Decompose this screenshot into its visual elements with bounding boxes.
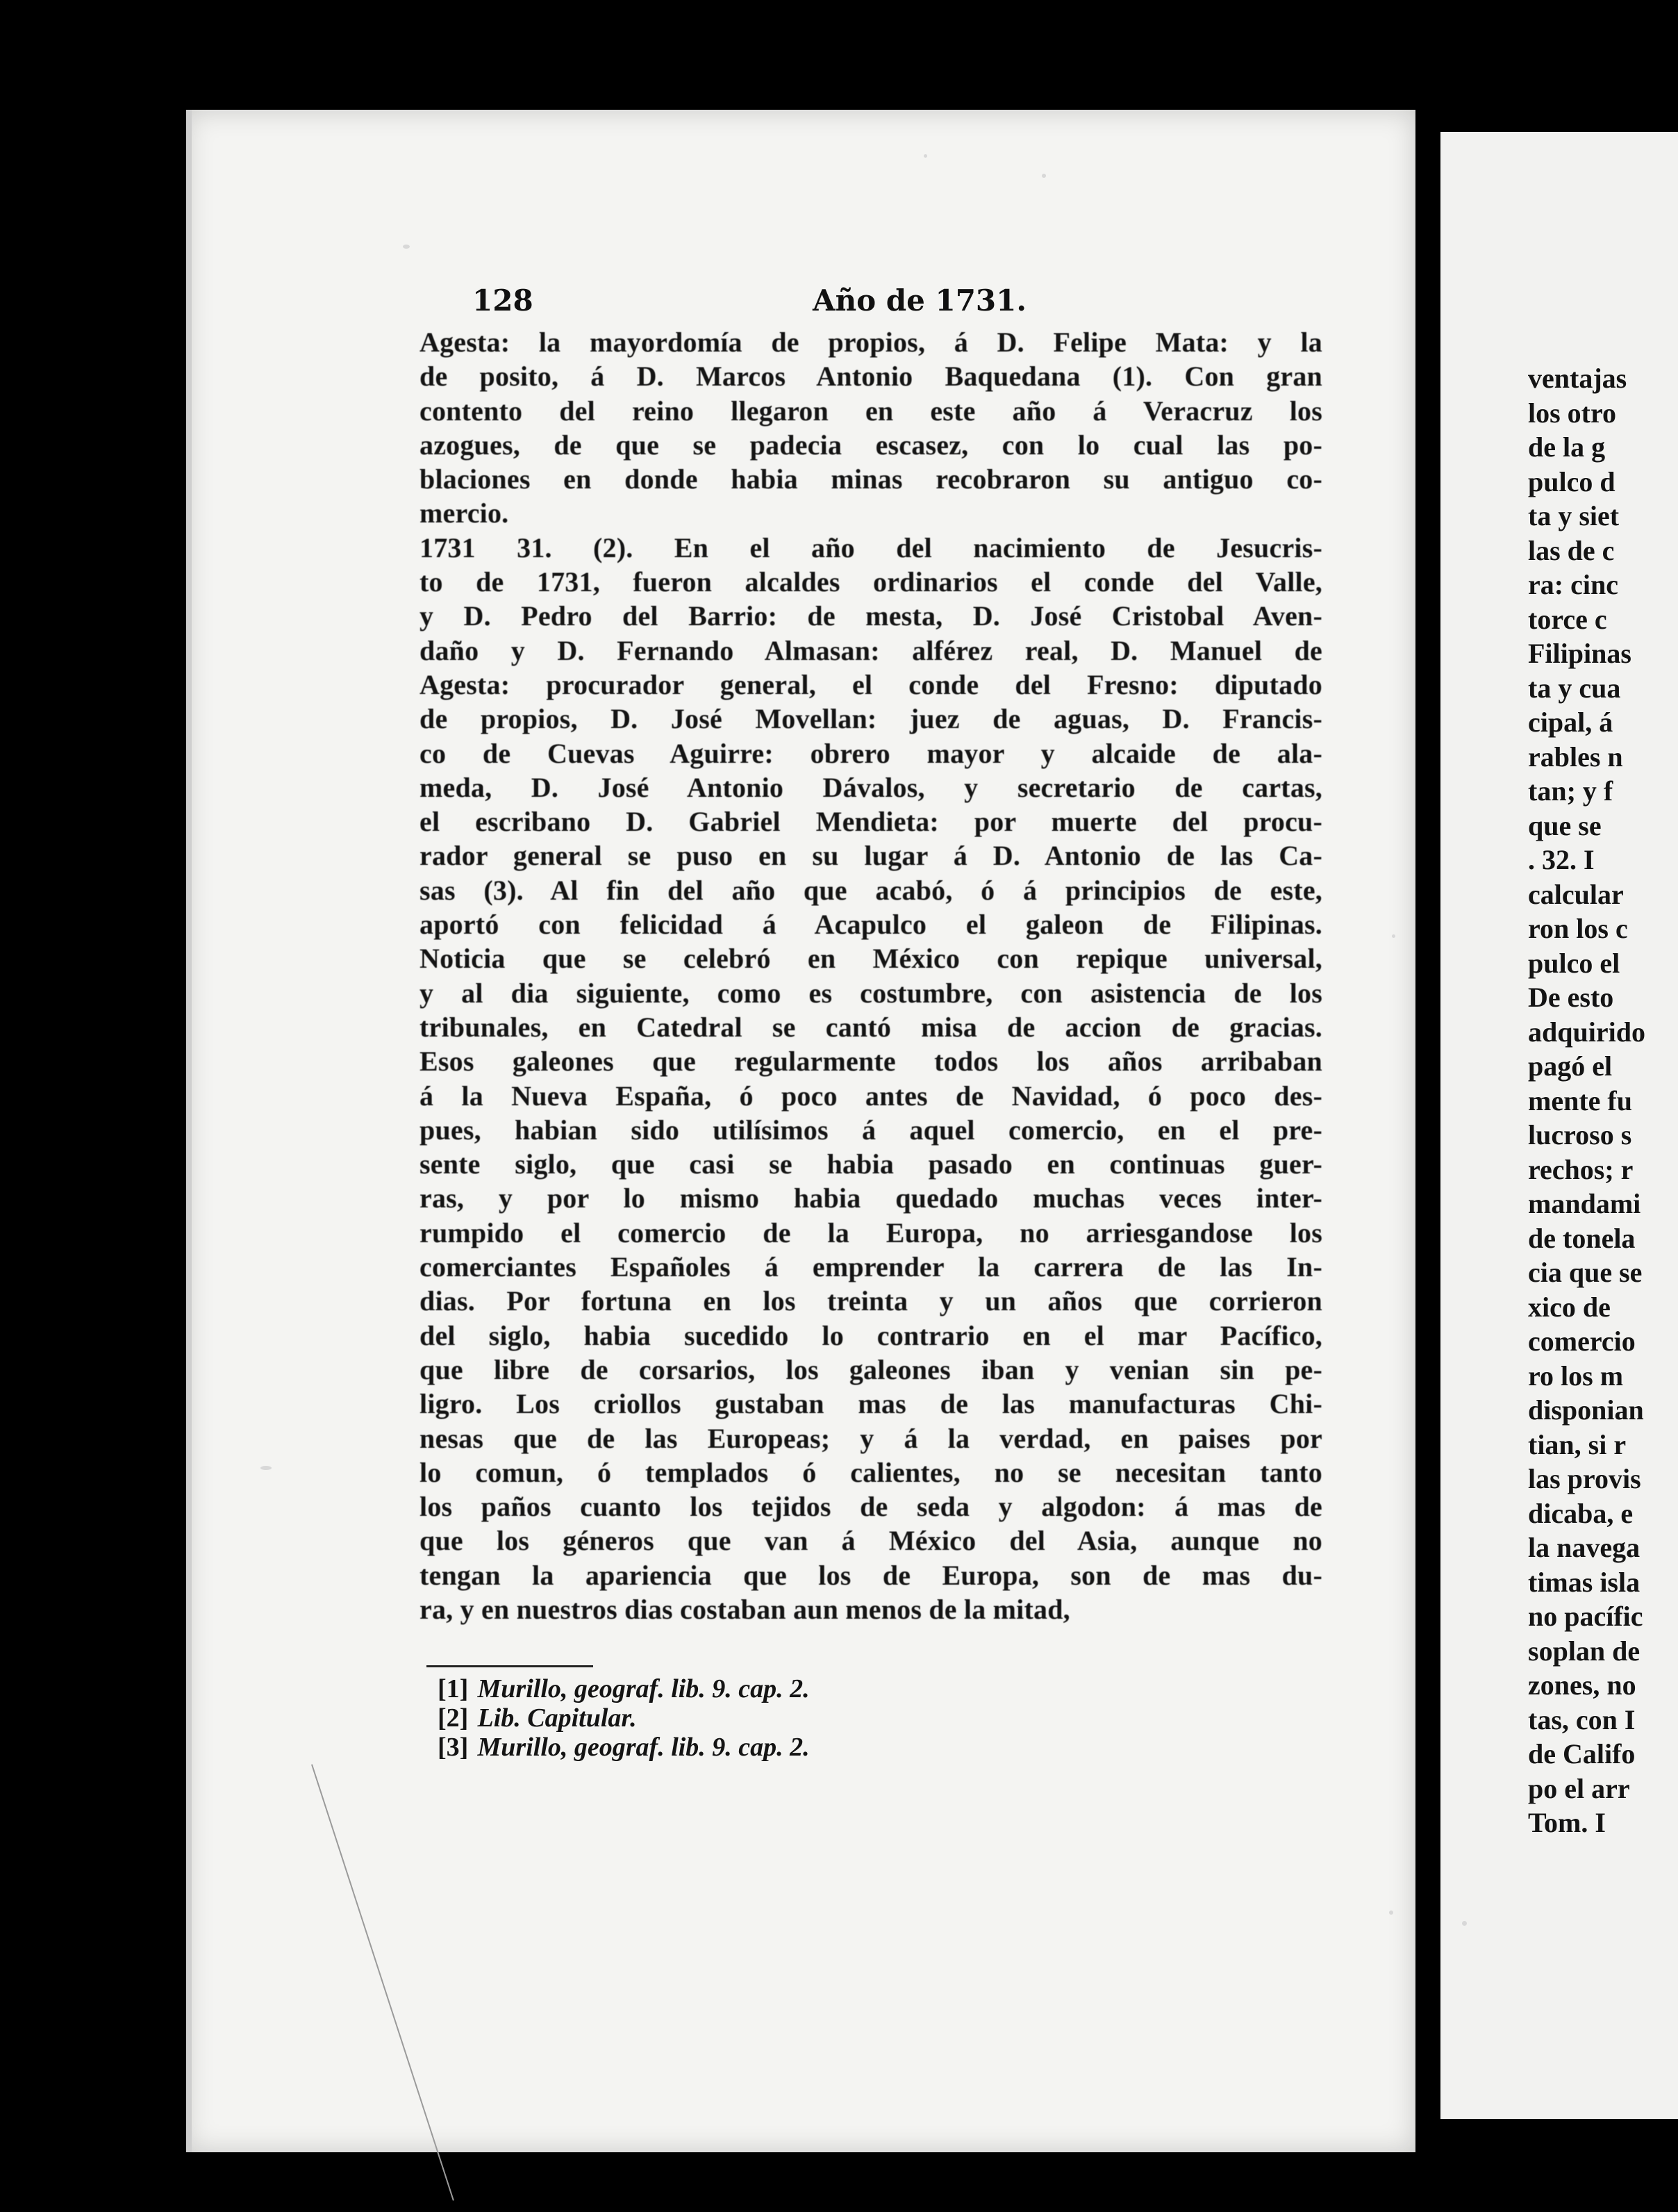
facing-text-line: Filipinas xyxy=(1528,638,1631,669)
facing-text-line: Tom. I xyxy=(1528,1807,1606,1838)
running-head: Año de 1731. xyxy=(813,283,1027,317)
text-line: sente siglo, que casi se habia pasado en continuas guer- xyxy=(420,1148,1322,1180)
facing-text-line: lucroso s xyxy=(1528,1119,1632,1150)
text-line: á la Nueva España, ó poco antes de Navidad, ó poco des- xyxy=(420,1080,1322,1112)
facing-text-line: pulco el xyxy=(1528,947,1620,979)
text-line: que libre de corsarios, los galeones iban y venian sin pe- xyxy=(420,1353,1322,1385)
text-line: meda, D. José Antonio Dávalos, y secretario de cartas, xyxy=(420,771,1322,803)
text-line: que los géneros que van á México del Asia, aunque no xyxy=(420,1525,1322,1557)
facing-text-line: torce c xyxy=(1528,603,1607,635)
text-line: y D. Pedro del Barrio: de mesta, D. José Cristobal Aven- xyxy=(420,600,1322,632)
speck xyxy=(1389,1910,1393,1915)
text-line: aportó con felicidad á Acapulco el galeon de Filipinas. xyxy=(420,909,1322,941)
facing-text-line: adquirido xyxy=(1528,1016,1645,1048)
footnote-text: Murillo, geograf. lib. 9. cap. 2. xyxy=(471,1674,810,1703)
facing-text-line: las provis xyxy=(1528,1463,1641,1494)
facing-text-line: ta y siet xyxy=(1528,500,1620,531)
facing-text-line: no pacífic xyxy=(1528,1601,1643,1632)
speck xyxy=(260,1466,272,1470)
facing-text-line: po el arr xyxy=(1528,1772,1630,1804)
facing-text-line: xico de xyxy=(1528,1291,1611,1323)
facing-text-line: disponian xyxy=(1528,1394,1644,1426)
text-line: los paños cuanto los tejidos de seda y algodon: á mas de xyxy=(420,1491,1322,1523)
footnote-rule xyxy=(426,1665,593,1667)
text-line: daño y D. Fernando Almasan: alférez real, D. Manuel de xyxy=(420,634,1322,666)
facing-text-line: dicaba, e xyxy=(1528,1497,1634,1529)
text-line: ra, y en nuestros dias costaban aun menos de la mitad, xyxy=(420,1593,1070,1625)
text-line: ras, y por lo mismo habia quedado muchas veces inter- xyxy=(420,1182,1322,1214)
body-text xyxy=(420,325,1322,1626)
text-line: de propios, D. José Movellan: juez de aguas, D. Francis- xyxy=(420,703,1322,735)
footnote-mark: [2] xyxy=(438,1703,469,1733)
facing-text-line: De esto xyxy=(1528,982,1614,1013)
text-line: de posito, á D. Marcos Antonio Baquedana (1). Con gran xyxy=(420,361,1322,393)
text-line: Agesta: la mayordomía de propios, á D. Felipe Mata: y la xyxy=(420,327,1322,358)
page-header xyxy=(472,283,1334,325)
text-line: dias. Por fortuna en los treinta y un años que corrieron xyxy=(420,1285,1322,1317)
speck xyxy=(403,245,410,249)
facing-text-line: mandami xyxy=(1528,1188,1641,1219)
footnote-text: Lib. Capitular. xyxy=(471,1703,637,1733)
facing-text-line: . 32. I xyxy=(1528,844,1595,875)
facing-text-line: las de c xyxy=(1528,534,1615,566)
facing-text-line: comercio xyxy=(1528,1326,1636,1357)
text-line: rumpido el comercio de la Europa, no arriesgandose los xyxy=(420,1216,1322,1248)
text-line: to de 1731, fueron alcaldes ordinarios el conde del Valle, xyxy=(420,566,1322,598)
facing-text-line: soplan de xyxy=(1528,1635,1640,1667)
footnote-mark: [3] xyxy=(438,1733,469,1762)
facing-text-line: de Califo xyxy=(1528,1738,1636,1769)
text-line: Agesta: procurador general, el conde del Fresno: diputado xyxy=(420,668,1322,700)
speck xyxy=(1042,174,1046,178)
footnote xyxy=(438,1703,1063,1733)
facing-text-line: calcular xyxy=(1528,878,1624,910)
facing-text-line: de tonela xyxy=(1528,1222,1636,1254)
text-line: tengan la apariencia que los de Europa, son de mas du- xyxy=(420,1559,1322,1591)
text-line: azogues, de que se padecia escasez, con lo cual las po- xyxy=(420,429,1322,461)
footnote-mark: [1] xyxy=(438,1674,469,1703)
facing-text-line: ta y cua xyxy=(1528,672,1621,704)
page-number: 128 xyxy=(472,283,533,317)
text-line: 1731 31. (2). En el año del nacimiento de Jesucris- xyxy=(420,531,1322,563)
text-line: ligro. Los criollos gustaban mas de las manufacturas Chi- xyxy=(420,1388,1322,1420)
text-line: sas (3). Al fin del año que acabó, ó á principios de este, xyxy=(420,874,1322,906)
facing-page-text xyxy=(1528,361,1678,1840)
text-line: contento del reino llegaron en este año á Veracruz los xyxy=(420,395,1322,427)
text-line: y al dia siguiente, como es costumbre, con asistencia de los xyxy=(420,977,1322,1009)
speck xyxy=(1392,934,1395,938)
text-line: del siglo, habia sucedido lo contrario en el mar Pacífico, xyxy=(420,1319,1322,1351)
text-line: tribunales, en Catedral se cantó misa de accion de gracias. xyxy=(420,1011,1322,1043)
speck xyxy=(924,154,927,158)
facing-text-line: zones, no xyxy=(1528,1669,1636,1701)
facing-text-line: los otro xyxy=(1528,397,1617,429)
facing-text-line: timas isla xyxy=(1528,1566,1640,1598)
page-fold-shadow xyxy=(186,110,192,2152)
facing-text-line: tian, si r xyxy=(1528,1428,1627,1460)
facing-text-line: tas, con I xyxy=(1528,1703,1636,1735)
facing-text-line: rables n xyxy=(1528,741,1623,773)
facing-text-line: pagó el xyxy=(1528,1050,1613,1082)
text-line: nesas que de las Europeas; y á la verdad, en paises por xyxy=(420,1422,1322,1454)
facing-text-line: pulco d xyxy=(1528,465,1615,497)
text-line: Esos galeones que regularmente todos los años arribaban xyxy=(420,1046,1322,1078)
facing-text-line: de la g xyxy=(1528,431,1606,463)
text-line: co de Cuevas Aguirre: obrero mayor y alcaide de ala- xyxy=(420,737,1322,769)
text-line: pues, habian sido utilísimos á aquel comercio, en el pre- xyxy=(420,1114,1322,1146)
facing-text-line: ron los c xyxy=(1528,913,1628,944)
facing-text-line: que se xyxy=(1528,809,1602,841)
text-line: rador general se puso en su lugar á D. Antonio de las Ca- xyxy=(420,840,1322,872)
text-line: Noticia que se celebró en México con repique universal, xyxy=(420,943,1322,975)
facing-text-line: la navega xyxy=(1528,1532,1640,1563)
text-line: lo comun, ó templados ó calientes, no se necesitan tanto xyxy=(420,1456,1322,1488)
facing-text-line: tan; y f xyxy=(1528,775,1613,807)
facing-text-line: cipal, á xyxy=(1528,707,1613,738)
text-line: mercio. xyxy=(420,497,509,529)
text-line: el escribano D. Gabriel Mendieta: por muerte del procu- xyxy=(420,806,1322,838)
text-line: comerciantes Españoles á emprender la carrera de las In- xyxy=(420,1251,1322,1283)
speck xyxy=(1462,1921,1467,1926)
facing-text-line: ventajas xyxy=(1528,363,1627,394)
facing-text-line: cia que se xyxy=(1528,1257,1643,1288)
footnotes xyxy=(438,1674,1063,1762)
facing-text-line: rechos; r xyxy=(1528,1153,1634,1185)
facing-text-line: ro los m xyxy=(1528,1360,1624,1392)
footnote xyxy=(438,1733,1063,1762)
facing-text-line: ra: cinc xyxy=(1528,569,1618,600)
footnote-text: Murillo, geograf. lib. 9. cap. 2. xyxy=(471,1733,810,1762)
text-line: blaciones en donde habia minas recobraron su antiguo co- xyxy=(420,463,1322,495)
facing-text-line: mente fu xyxy=(1528,1084,1632,1116)
footnote xyxy=(438,1674,1063,1703)
